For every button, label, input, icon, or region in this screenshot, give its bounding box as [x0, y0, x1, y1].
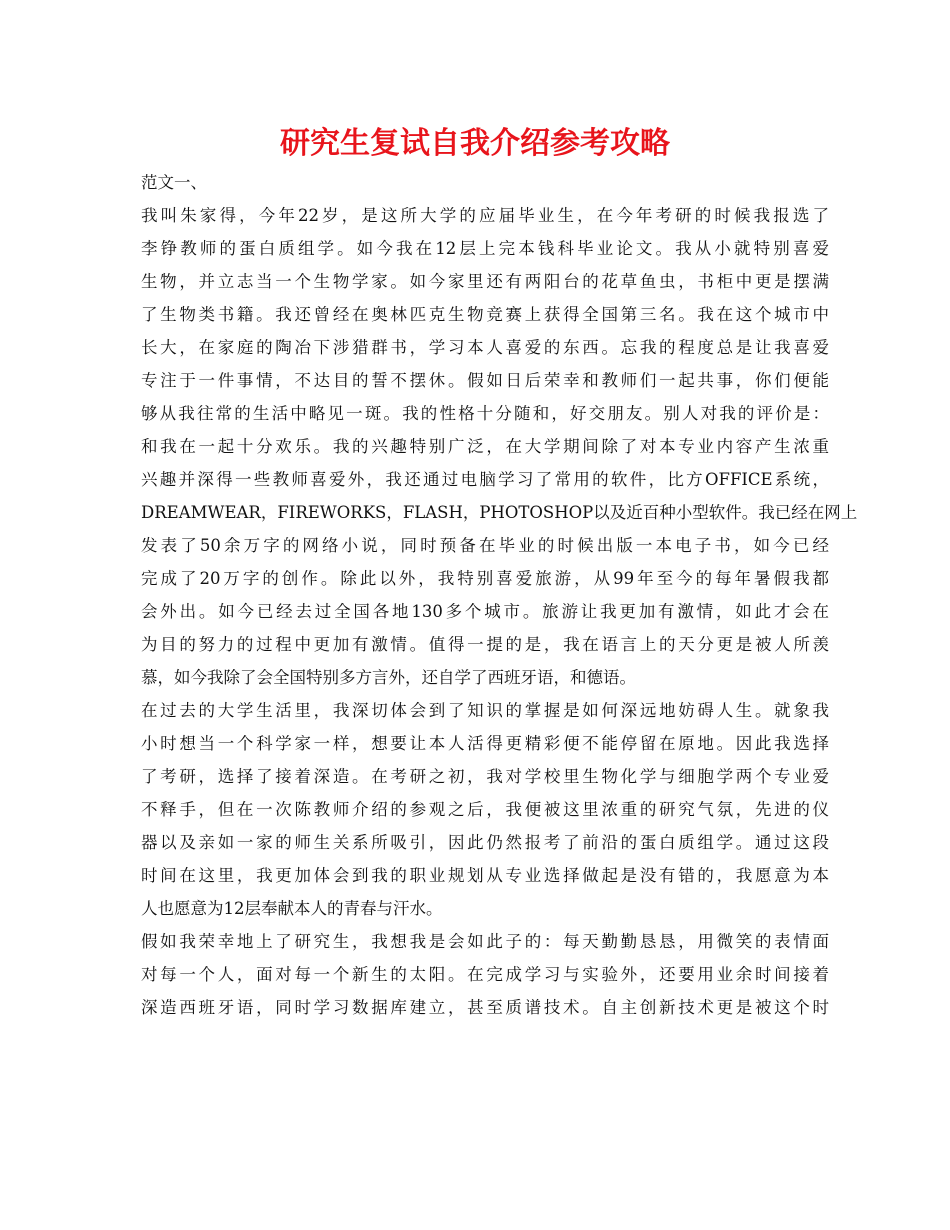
text-line: 兴趣并深得一些教师喜爱外，我还通过电脑学习了常用的软件，比方OFFICE系统， [141, 470, 829, 489]
text-line: 了生物类书籍。我还曾经在奥林匹克生物竞赛上获得全国第三名。我在这个城市中 [141, 305, 829, 324]
text-line: 完成了20万字的创作。除此以外，我特别喜爱旅游，从99年至今的每年暑假我都 [141, 569, 829, 588]
text-line: 假如我荣幸地上了研究生，我想我是会如此子的：每天勤勤恳恳，用微笑的表情面 [141, 932, 829, 951]
text-line: 生物，并立志当一个生物学家。如今家里还有两阳台的花草鱼虫，书柜中更是摆满 [141, 272, 829, 291]
paragraph-1 [141, 199, 858, 694]
text-line: 对每一个人，面对每一个新生的太阳。在完成学习与实验外，还要用业余时间接着 [141, 965, 829, 984]
text-line: 我叫朱家得，今年22岁，是这所大学的应届毕业生，在今年考研的时候我报选了 [141, 206, 829, 225]
text-line: DREAMWEAR，FIREWORKS，FLASH，PHOTOSHOP以及近百种小型软件。我已经在网上 [141, 503, 858, 522]
document-body [141, 166, 858, 1024]
text-line: 不释手，但在一次陈教师介绍的参观之后，我便被这里浓重的研究气氛，先进的仪 [141, 800, 829, 819]
text-line: 慕，如今我除了会全国特别多方言外，还自学了西班牙语，和德语。 [141, 668, 636, 687]
text-line: 在过去的大学生活里，我深切体会到了知识的掌握是如何深远地妨碍人生。就象我 [141, 701, 829, 720]
text-line: 会外出。如今已经去过全国各地130多个城市。旅游让我更加有激情，如此才会在 [141, 602, 829, 621]
paragraph-2 [141, 694, 829, 925]
section-label: 范文一、 [141, 173, 207, 192]
text-line: 为目的努力的过程中更加有激情。值得一提的是，我在语言上的天分更是被人所羡 [141, 635, 829, 654]
text-line: 李铮教师的蛋白质组学。如今我在12层上完本钱科毕业论文。我从小就特别喜爱 [141, 239, 829, 258]
text-line: 时间在这里，我更加体会到我的职业规划从专业选择做起是没有错的，我愿意为本 [141, 866, 829, 885]
document-title: 研究生复试自我介绍参考攻略 [280, 126, 670, 161]
paragraph-3 [141, 925, 829, 1024]
text-line: 人也愿意为12层奉献本人的青春与汗水。 [141, 899, 443, 918]
text-line: 长大，在家庭的陶冶下涉猎群书，学习本人喜爱的东西。忘我的程度总是让我喜爱 [141, 338, 829, 357]
text-line: 了考研，选择了接着深造。在考研之初，我对学校里生物化学与细胞学两个专业爱 [141, 767, 829, 786]
text-line: 专注于一件事情，不达目的誓不摆休。假如日后荣幸和教师们一起共事，你们便能 [141, 371, 829, 390]
text-line: 和我在一起十分欢乐。我的兴趣特别广泛，在大学期间除了对本专业内容产生浓重 [141, 437, 829, 456]
text-line: 发表了50余万字的网络小说，同时预备在毕业的时候出版一本电子书，如今已经 [141, 536, 829, 555]
text-line: 深造西班牙语，同时学习数据库建立，甚至质谱技术。自主创新技术更是被这个时 [141, 998, 829, 1017]
text-line: 器以及亲如一家的师生关系所吸引，因此仍然报考了前沿的蛋白质组学。通过这段 [141, 833, 829, 852]
text-line: 小时想当一个科学家一样，想要让本人活得更精彩便不能停留在原地。因此我选择 [141, 734, 829, 753]
text-line: 够从我往常的生活中略见一斑。我的性格十分随和，好交朋友。别人对我的评价是： [141, 404, 829, 423]
